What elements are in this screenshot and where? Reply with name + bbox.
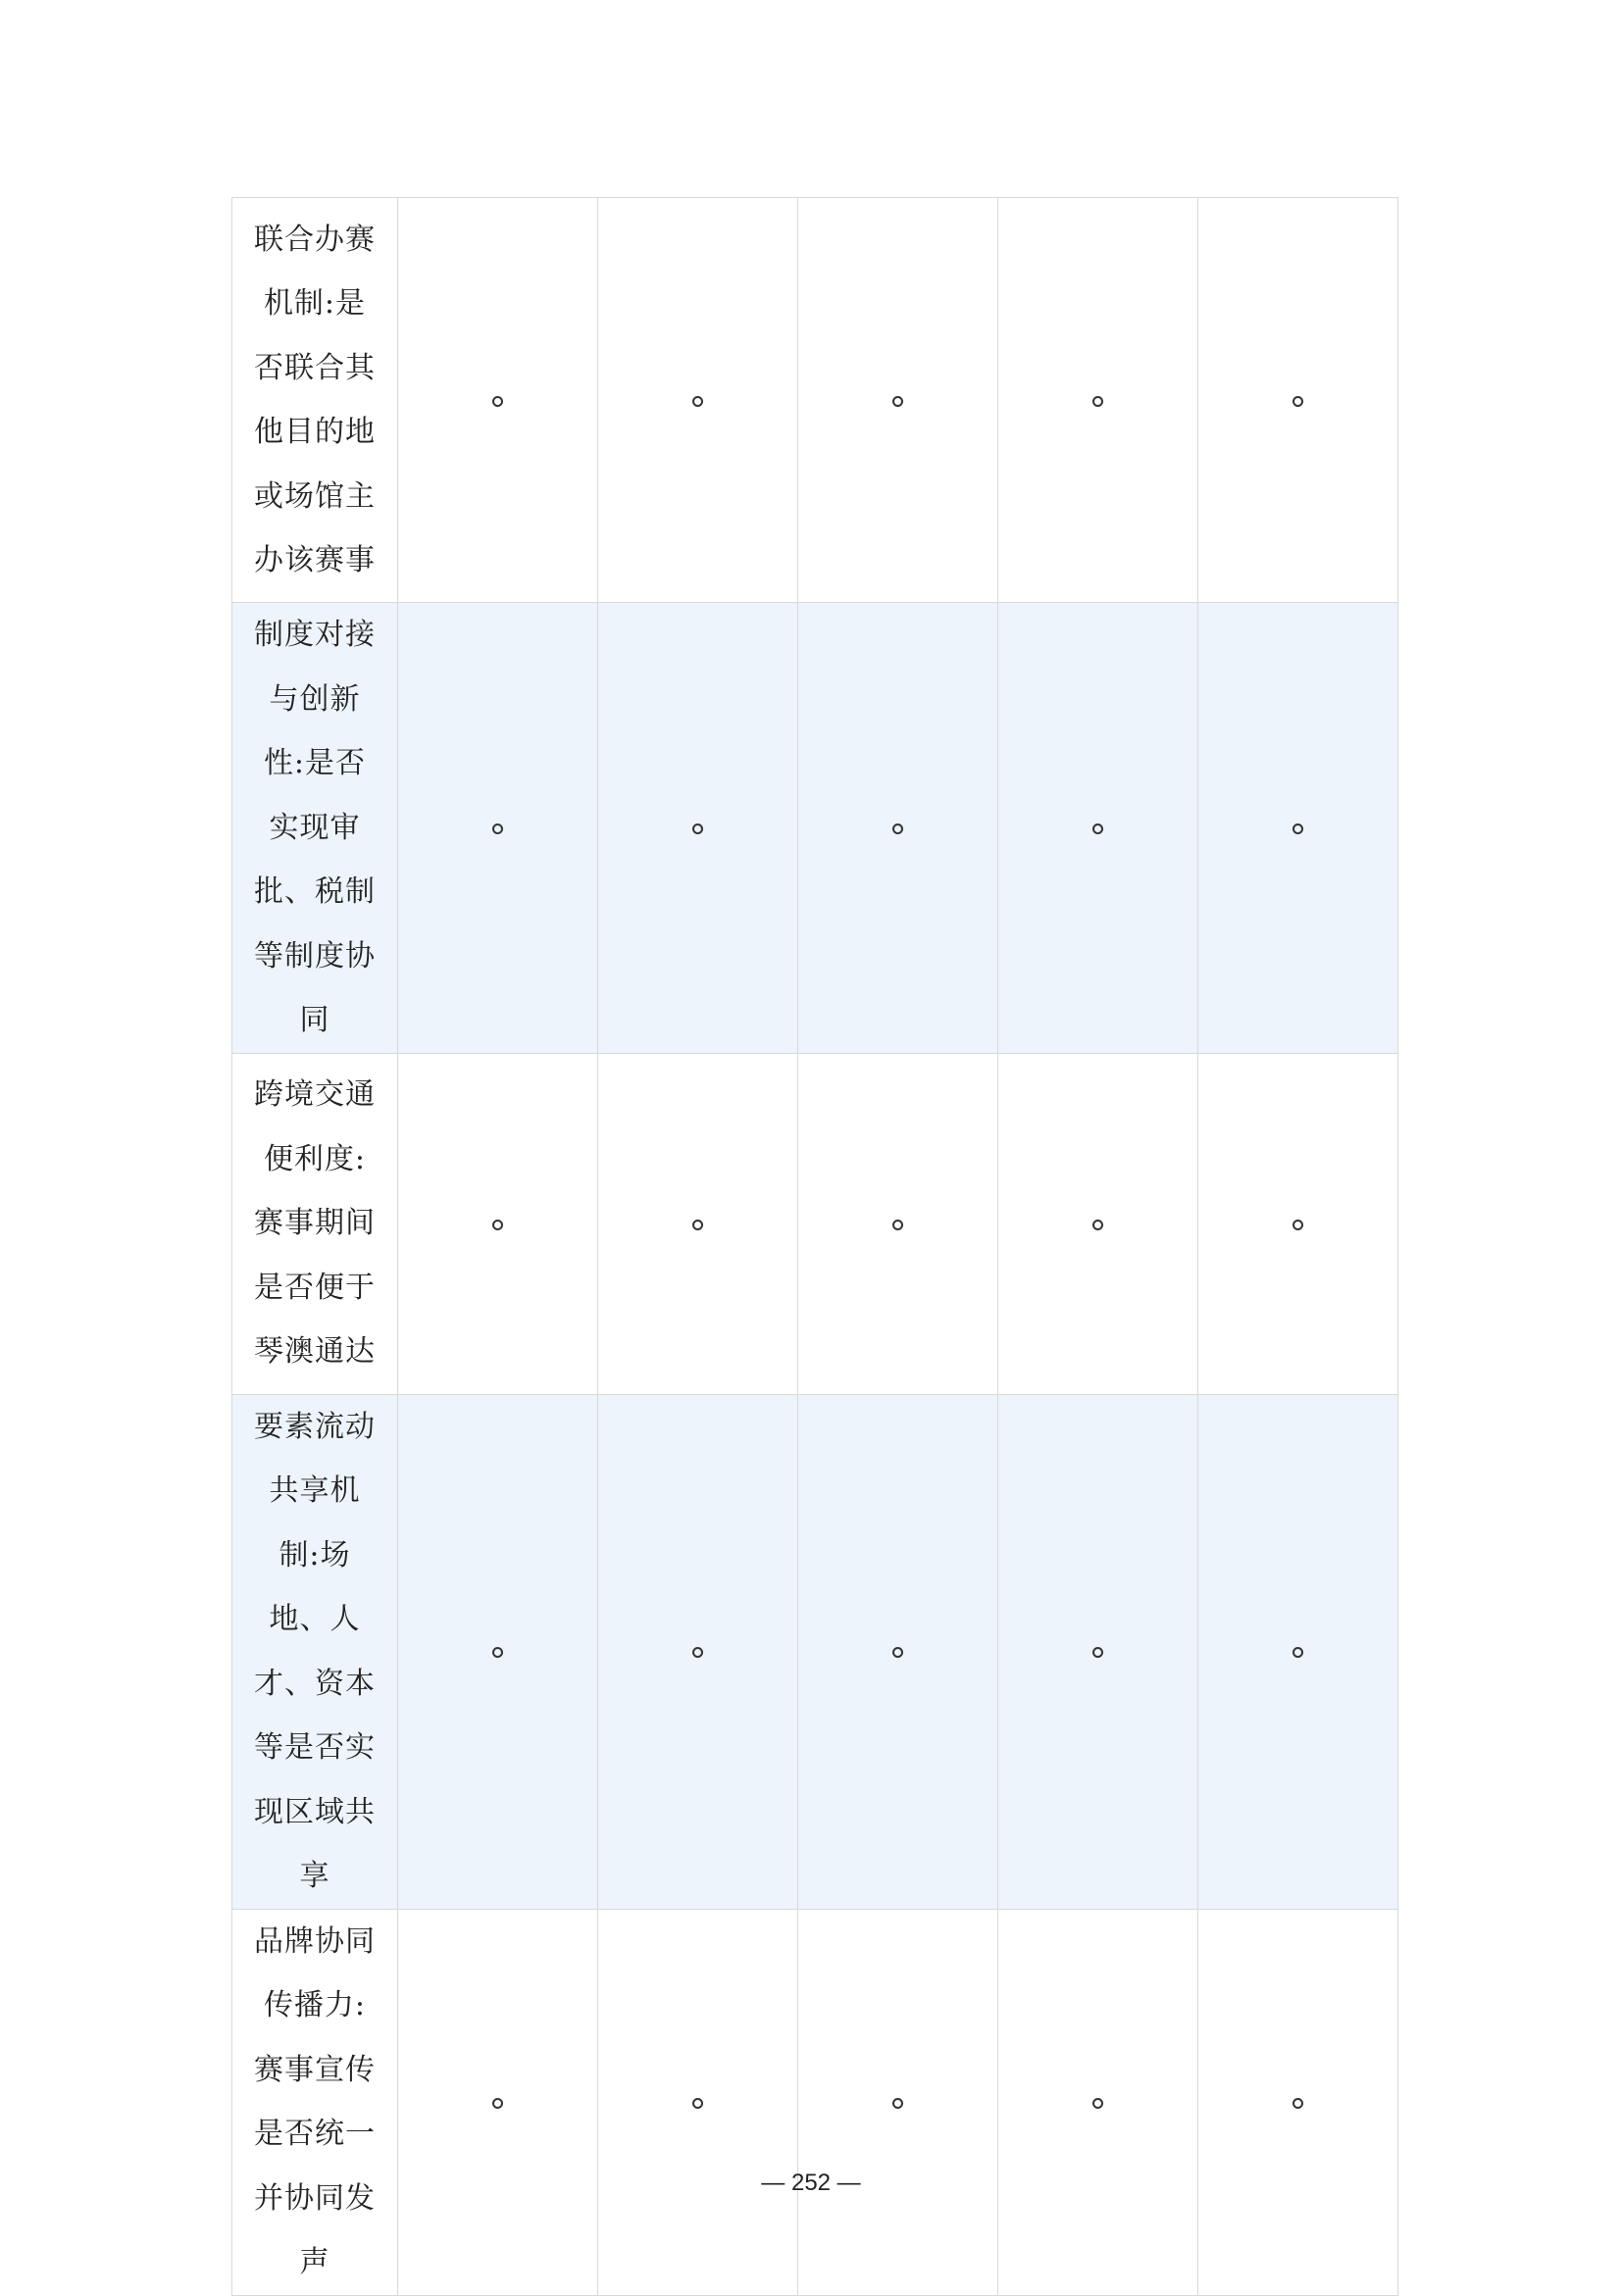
criterion-label-cell: [232, 603, 398, 1054]
option-cell[interactable]: [598, 198, 798, 603]
radio-option-icon[interactable]: [892, 396, 903, 407]
radio-option-icon[interactable]: [492, 1647, 503, 1658]
option-cell[interactable]: [398, 1394, 598, 1909]
option-cell[interactable]: [998, 1394, 1198, 1909]
option-cell[interactable]: [798, 603, 998, 1054]
radio-option-icon[interactable]: [1293, 1220, 1303, 1230]
radio-option-icon[interactable]: [692, 396, 703, 407]
option-cell[interactable]: [398, 603, 598, 1054]
criterion-label-cell: [232, 1053, 398, 1394]
table-row: [232, 603, 1398, 1054]
option-cell[interactable]: [998, 1053, 1198, 1394]
criterion-label: 联合办赛机制:是否联合其他目的地或场馆主办该赛事: [254, 222, 376, 577]
table-row: [232, 1394, 1398, 1909]
radio-option-icon[interactable]: [1092, 1220, 1103, 1230]
radio-option-icon[interactable]: [692, 1647, 703, 1658]
radio-option-icon[interactable]: [492, 2098, 503, 2109]
radio-option-icon[interactable]: [492, 824, 503, 834]
option-cell[interactable]: [798, 198, 998, 603]
option-cell[interactable]: [1198, 1909, 1398, 2295]
option-cell[interactable]: [798, 1394, 998, 1909]
radio-option-icon[interactable]: [492, 1220, 503, 1230]
table-row: [232, 1909, 1398, 2295]
criterion-label: 跨境交通便利度:赛事期间是否便于琴澳通达: [254, 1077, 376, 1370]
option-cell[interactable]: [398, 1909, 598, 2295]
criterion-label-cell: [232, 1394, 398, 1909]
option-cell[interactable]: [598, 1909, 798, 2295]
option-cell[interactable]: [598, 1053, 798, 1394]
criterion-label: 要素流动共享机制:场地、人才、资本等是否实现区域共享: [254, 1409, 376, 1893]
radio-option-icon[interactable]: [1293, 824, 1303, 834]
radio-option-icon[interactable]: [1293, 1647, 1303, 1658]
criterion-label: 品牌协同传播力:赛事宣传是否统一并协同发声: [254, 1923, 376, 2279]
option-cell[interactable]: [398, 198, 598, 603]
page-number: — 252 —: [761, 2170, 861, 2196]
option-cell[interactable]: [1198, 198, 1398, 603]
option-cell[interactable]: [398, 1053, 598, 1394]
radio-option-icon[interactable]: [892, 824, 903, 834]
option-cell[interactable]: [998, 1909, 1198, 2295]
radio-option-icon[interactable]: [892, 1220, 903, 1230]
radio-option-icon[interactable]: [1293, 2098, 1303, 2109]
radio-option-icon[interactable]: [692, 2098, 703, 2109]
radio-option-icon[interactable]: [492, 396, 503, 407]
option-cell[interactable]: [1198, 1394, 1398, 1909]
option-cell[interactable]: [1198, 603, 1398, 1054]
option-cell[interactable]: [998, 603, 1198, 1054]
option-cell[interactable]: [998, 198, 1198, 603]
table-row: [232, 1053, 1398, 1394]
evaluation-table: [231, 197, 1398, 2296]
option-cell[interactable]: [798, 1053, 998, 1394]
radio-option-icon[interactable]: [692, 824, 703, 834]
criterion-label-cell: [232, 1909, 398, 2295]
radio-option-icon[interactable]: [1293, 396, 1303, 407]
radio-option-icon[interactable]: [1092, 2098, 1103, 2109]
radio-option-icon[interactable]: [1092, 1647, 1103, 1658]
criterion-label-cell: [232, 198, 398, 603]
option-cell[interactable]: [598, 1394, 798, 1909]
radio-option-icon[interactable]: [892, 1647, 903, 1658]
radio-option-icon[interactable]: [892, 2098, 903, 2109]
radio-option-icon[interactable]: [692, 1220, 703, 1230]
option-cell[interactable]: [1198, 1053, 1398, 1394]
option-cell[interactable]: [598, 603, 798, 1054]
radio-option-icon[interactable]: [1092, 824, 1103, 834]
option-cell[interactable]: [798, 1909, 998, 2295]
table-row: [232, 198, 1398, 603]
criterion-label: 制度对接与创新性:是否实现审批、税制等制度协同: [254, 618, 376, 1037]
radio-option-icon[interactable]: [1092, 396, 1103, 407]
